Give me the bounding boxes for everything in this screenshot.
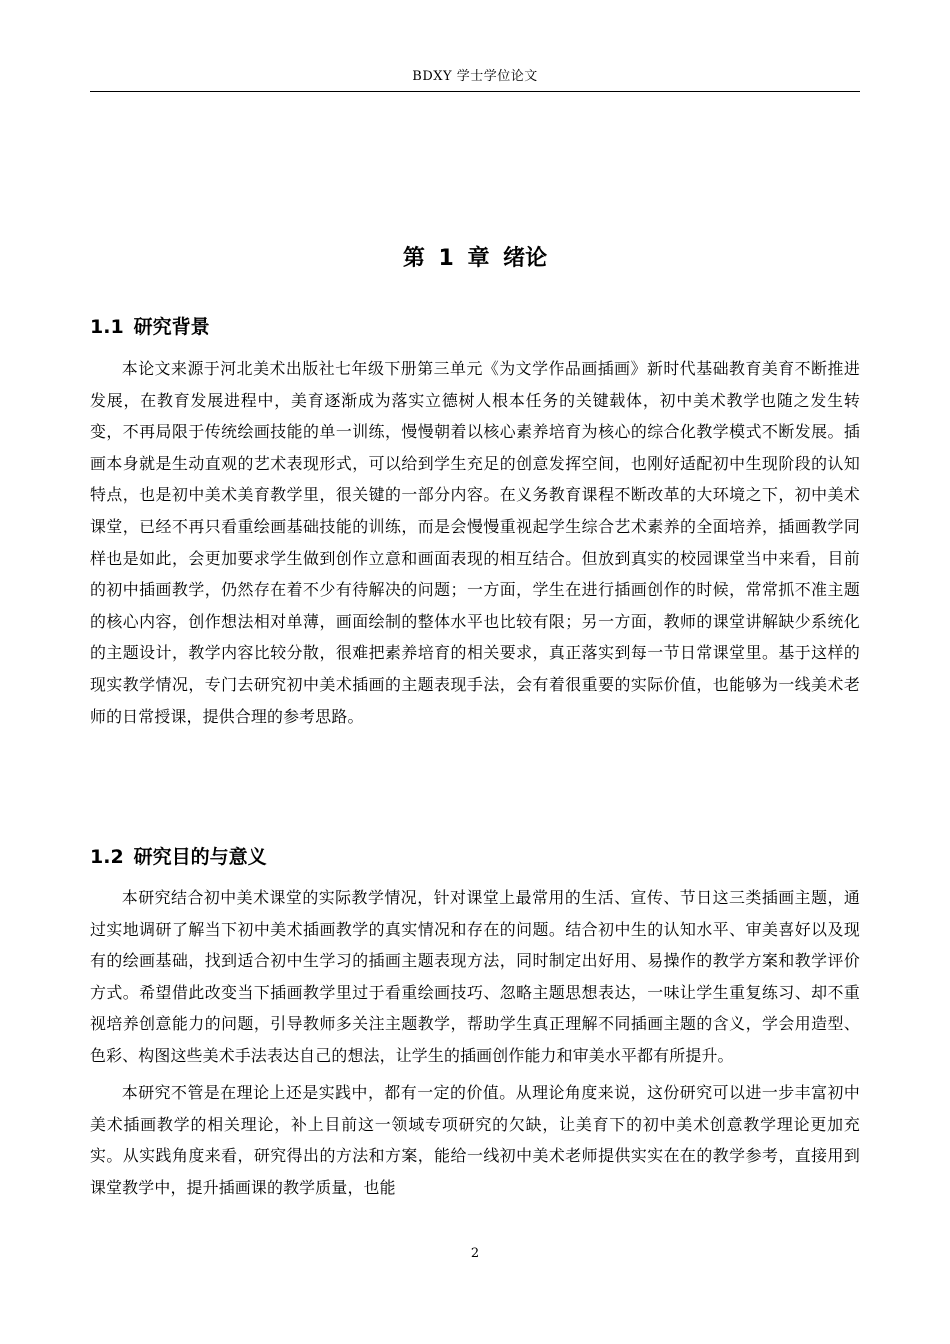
section-heading-1-2 xyxy=(90,843,860,871)
header-title: BDXY 学士学位论文 xyxy=(412,69,538,84)
section-number: 1.1 xyxy=(90,316,124,338)
section-title: 研究目的与意义 xyxy=(133,846,267,868)
section-heading-1-1 xyxy=(90,313,860,341)
paragraph-significance: 本研究不管是在理论上还是实践中，都有一定的价值。从理论角度来说，这份研究可以进一步丰富初中美术插画教学的相关理论，补上目前这一领域专项研究的欠缺，让美育下的初中美术创意教学理论更加充实。从实践角度来看，研究得出的方法和方案，能给一线初中美术老师提供实实在在的教学参考，直接用到课堂教学中，提升插画课的教学质量，也能 xyxy=(90,1083,860,1197)
page-number: 2 xyxy=(470,1246,480,1261)
paragraph-background: 本论文来源于河北美术出版社七年级下册第三单元《为文学作品画插画》新时代基础教育美育不断推进发展，在教育发展进程中，美育逐渐成为落实立德树人根本任务的关键载体，初中美术教学也随之发生转变，不再局限于传统绘画技能的单一训练，慢慢朝着以核心素养培育为核心的综合化教学模式不断发展。插画本身就是生动直观的艺术表现形式，可以给到学生充足的创意发挥空间，也刚好适配初中生现阶段的认知特点，也是初中美术美育教学里，很关键的一部分内容。在义务教育课程不断改革的大环境之下，初中美术课堂，已经不再只看重绘画基础技能的训练，而是会慢慢重视起学生综合艺术素养的全面培养，插画教学同样也是如此，会更加要求学生做到创作立意和画面表现的相互结合。但放到真实的校园课堂当中来看，目前的初中插画教学，仍然存在着不少有待解决的问题；一方面，学生在进行插画创作的时候，常常抓不准主题的核心内容，创作想法相对单薄，画面绘制的整体水平也比较有限；另一方面，教师的课堂讲解缺少系统化的主题设计，教学内容比较分散，很难把素养培育的相关要求，真正落实到每一节日常课堂里。基于这样的现实教学情况，专门去研究初中美术插画的主题表现手法，会有着很重要的实际价值，也能够为一线美术老师的日常授课，提供合理的参考思路。 xyxy=(90,359,860,726)
section-title: 研究背景 xyxy=(133,316,210,338)
paragraph-purpose: 本研究结合初中美术课堂的实际教学情况，针对课堂上最常用的生活、宣传、节日这三类插画主题，通过实地调研了解当下初中美术插画教学的真实情况和存在的问题。结合初中生的认知水平、审美喜好以及现有的绘画基础，找到适合初中生学习的插画主题表现方法，同时制定出好用、易操作的教学方案和教学评价方式。希望借此改变当下插画教学里过于看重绘画技巧、忽略主题思想表达，一味让学生重复练习、却不重视培养创意能力的问题，引导教师多关注主题教学，帮助学生真正理解不同插画主题的含义，学会用造型、色彩、构图这些美术手法表达自己的想法，让学生的插画创作能力和审美水平都有所提升。 xyxy=(90,888,860,1065)
section-number: 1.2 xyxy=(90,846,124,868)
page-header xyxy=(90,66,860,92)
chapter-title: 第 1 章 绪论 xyxy=(402,246,548,271)
